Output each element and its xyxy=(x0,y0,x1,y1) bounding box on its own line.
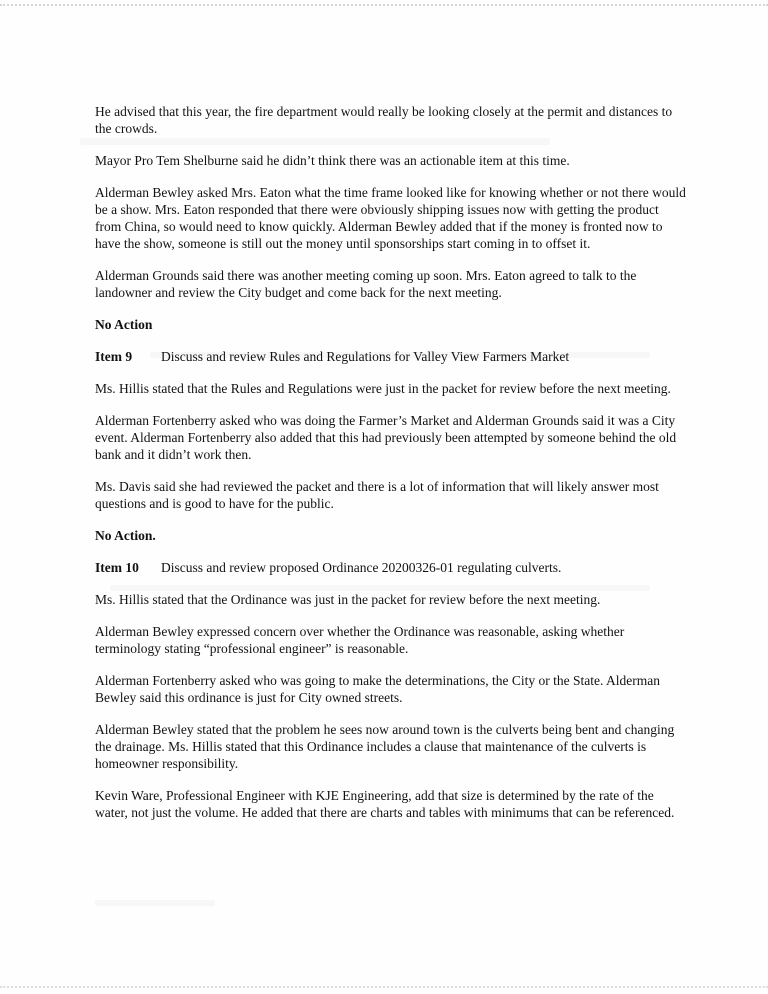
agenda-item xyxy=(95,559,687,576)
scan-smudge xyxy=(95,900,215,906)
agenda-item-title: Discuss and review proposed Ordinance 20200326-01 regulating culverts. xyxy=(161,560,562,575)
paragraph: Alderman Grounds said there was another meeting coming up soon. Mrs. Eaton agreed to talk to the landowner and review the City budget and come back for the next meeting. xyxy=(95,268,637,300)
paragraph: Alderman Fortenberry asked who was doing the Farmer’s Market and Alderman Grounds said it was a City event. Alderman Fortenberry also added that this had previously been attempted by someone behind the old bank and it didn’t work then. xyxy=(95,413,677,462)
minutes-text-block xyxy=(95,103,687,836)
agenda-item-number: Item 10 xyxy=(95,560,139,575)
paragraph: Kevin Ware, Professional Engineer with KJE Engineering, add that size is determined by the rate of the water, not just the volume. He added that there are charts and tables with minimums that can be referenced. xyxy=(95,788,675,820)
paragraph: Alderman Fortenberry asked who was going to make the determinations, the City or the State. Alderman Bewley said this ordinance is just for City owned streets. xyxy=(95,673,660,705)
paragraph: Mayor Pro Tem Shelburne said he didn’t think there was an actionable item at this time. xyxy=(95,153,570,168)
scan-artifact-bottom xyxy=(0,986,768,988)
agenda-item-title: Discuss and review Rules and Regulations for Valley View Farmers Market xyxy=(161,349,570,364)
paragraph: Ms. Hillis stated that the Ordinance was just in the packet for review before the next meeting. xyxy=(95,592,601,607)
agenda-item-number: Item 9 xyxy=(95,349,133,364)
no-action-heading: No Action xyxy=(95,317,153,332)
agenda-item xyxy=(95,348,687,365)
paragraph: Alderman Bewley asked Mrs. Eaton what the time frame looked like for knowing whether or not there would be a show. Mrs. Eaton responded that there were obviously shipping issues now with getting the product from China, so would need to know quickly. Alderman Bewley added that if the money is fronted now to have the show, someone is still out the money until sponsorships start coming in to offset it. xyxy=(95,185,686,251)
paragraph: He advised that this year, the fire department would really be looking closely at the permit and distances to the crowds. xyxy=(95,104,673,136)
no-action-heading: No Action. xyxy=(95,528,156,543)
paragraph: Alderman Bewley expressed concern over whether the Ordinance was reasonable, asking whether terminology stating “professional engineer” is reasonable. xyxy=(95,624,625,656)
paragraph: Ms. Hillis stated that the Rules and Regulations were just in the packet for review before the next meeting. xyxy=(95,381,671,396)
paragraph: Alderman Bewley stated that the problem he sees now around town is the culverts being bent and changing the drainage. Ms. Hillis stated that this Ordinance includes a clause that maintenance of the culverts is homeowner responsibility. xyxy=(95,722,675,771)
scan-artifact-top xyxy=(0,4,768,6)
paragraph: Ms. Davis said she had reviewed the packet and there is a lot of information that will likely answer most questions and is good to have for the public. xyxy=(95,479,659,511)
